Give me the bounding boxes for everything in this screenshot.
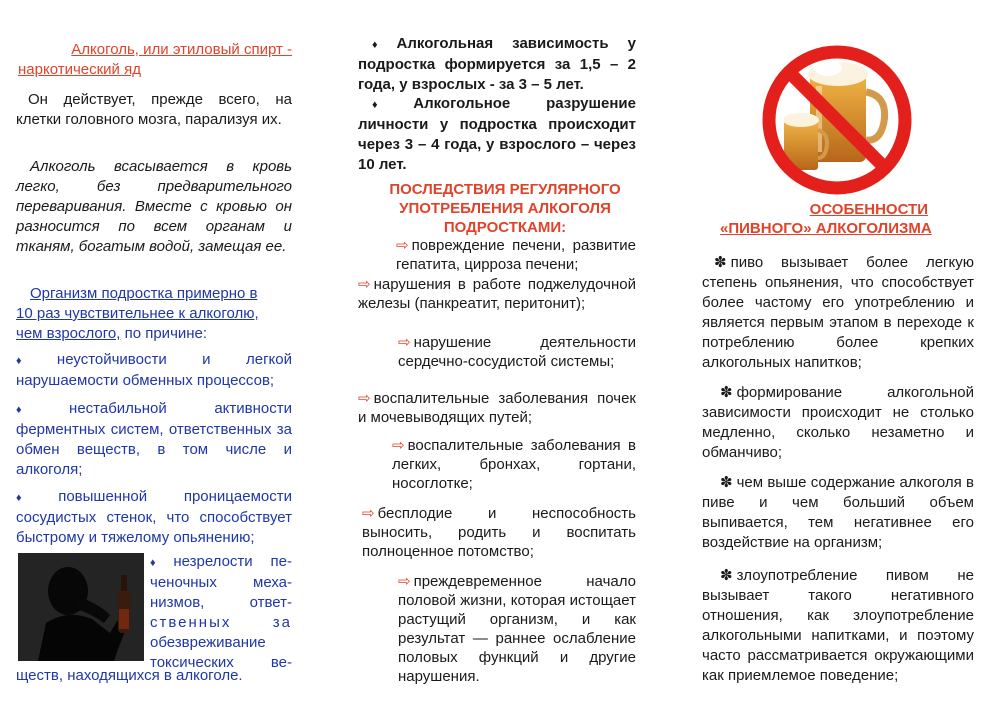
list-item: ✽ формирование алкогольной зависимости происходит не столько медленно, сколько незаметно и обманчиво;: [702, 384, 974, 461]
list-item: ⇨ преждевременное начало половой жизни, которая истощает растущий организм, и как результат — раннее ослабление половых функций и другие нарушения.: [398, 573, 636, 685]
reason-item-liver-end: ществ, находящихся в алкоголе.: [16, 667, 243, 684]
list-item: ⇨ нарушения в работе поджелудочной железы (панкреатит, перитонит);: [358, 276, 636, 312]
arrow-bullet-icon: ⇨: [396, 237, 409, 254]
list-item: ⇨ повреждение печени, развитие гепатита, цирроза печени;: [396, 237, 636, 273]
list-item: ✽ пиво вызывает более легкую степень опьянения, что способствует более частому его употреблению и является первым этапом в переходе к потреблению более крепких алкогольных напитков;: [702, 254, 974, 371]
diamond-bullet-icon: ♦: [16, 404, 66, 416]
list-item: ✽ злоупотребление пивом не вызывает такого негативного отношения, как злоупотребление алкогольными напитками, и поэтому часто рассматривается окружающими как приемлемое поведение;: [702, 567, 974, 684]
title-alcohol: Алкоголь, или этиловый спирт - наркотический яд: [18, 41, 292, 78]
arrow-bullet-icon: ⇨: [358, 276, 371, 293]
reason-item-liver: ♦ незрелости пе- ченочных меха- низмов, ответ- ственных за обезвреживание токсических ве-: [150, 553, 292, 671]
diamond-bullet-icon: ♦: [372, 99, 410, 111]
no-beer-sign-icon: [752, 40, 922, 200]
reason-item: ♦ неустойчивости и легкой нарушаемости обменных процессов;: [16, 351, 292, 389]
diamond-bullet-icon: ♦: [372, 39, 393, 51]
list-item: ✽ чем выше содержание алкоголя в пиве и чем больший объем выпивается, тем негативнее его воздействие на организм;: [702, 474, 974, 551]
list-item: ⇨ воспалительные заболевания в легких, бронхах, гортани, носоглотке;: [392, 437, 636, 492]
drinking-silhouette-image: [18, 553, 144, 661]
arrow-bullet-icon: ⇨: [358, 390, 371, 407]
beer-alcoholism-heading: ОСОБЕННОСТИ «ПИВНОГО» АЛКОГОЛИЗМА: [720, 201, 932, 237]
reason-item: ♦ нестабильной активности ферментных систем, ответственных за обмен веществ, в том числе и алкоголя;: [16, 400, 292, 478]
consequences-heading: ПОСЛЕДСТВИЯ РЕГУЛЯРНОГО УПОТРЕБЛЕНИЯ АЛКОГОЛЯ ПОДРОСТКАМИ:: [389, 181, 621, 236]
arrow-bullet-icon: ⇨: [398, 573, 411, 590]
list-item: ⇨ нарушение деятельности сердечно-сосудистой системы;: [398, 334, 636, 370]
asterisk-bullet-icon: ✽: [720, 384, 733, 401]
asterisk-bullet-icon: ✽: [714, 254, 727, 271]
diamond-bullet-icon: ♦: [150, 557, 170, 569]
arrow-bullet-icon: ⇨: [392, 437, 405, 454]
asterisk-bullet-icon: ✽: [720, 474, 733, 491]
list-item: ⇨ воспалительные заболевания почек и мочевыводящих путей;: [358, 390, 636, 426]
list-item: ⇨ бесплодие и неспособность выносить, родить и воспитать полноценное потомство;: [362, 505, 636, 560]
arrow-bullet-icon: ⇨: [398, 334, 411, 351]
paragraph-brain: Он действует, прежде всего, на клетки головного мозга, парализуя их.: [16, 91, 292, 128]
reason-item: ♦ повышенной проницаемости сосудистых стенок, что способствует быстрому и тяжелому опьянению;: [16, 488, 292, 546]
paragraph-sensitivity: Организм подростка примерно в 10 раз чувствительнее к алкоголю, чем взрослого, по причине:: [16, 285, 259, 342]
paragraph-absorption: Алкоголь всасывается в кровь легко, без предварительного переваривания. Вместе с кровью он разносится по всем органам и тканям, богатым водой, замещая ее.: [16, 158, 292, 255]
diamond-bullet-icon: ♦: [16, 355, 53, 367]
fact-personality: ♦ Алкогольное разрушение личности у подростка происходит через 3 – 4 года, у взрослого – через 10 лет.: [358, 95, 636, 173]
fact-dependence: ♦ Алкогольная зависимость у подростка формируется за 1,5 – 2 года, у взрослых - за 3 – 5 лет.: [358, 35, 636, 93]
arrow-bullet-icon: ⇨: [362, 505, 375, 522]
asterisk-bullet-icon: ✽: [720, 567, 733, 584]
diamond-bullet-icon: ♦: [16, 492, 55, 504]
